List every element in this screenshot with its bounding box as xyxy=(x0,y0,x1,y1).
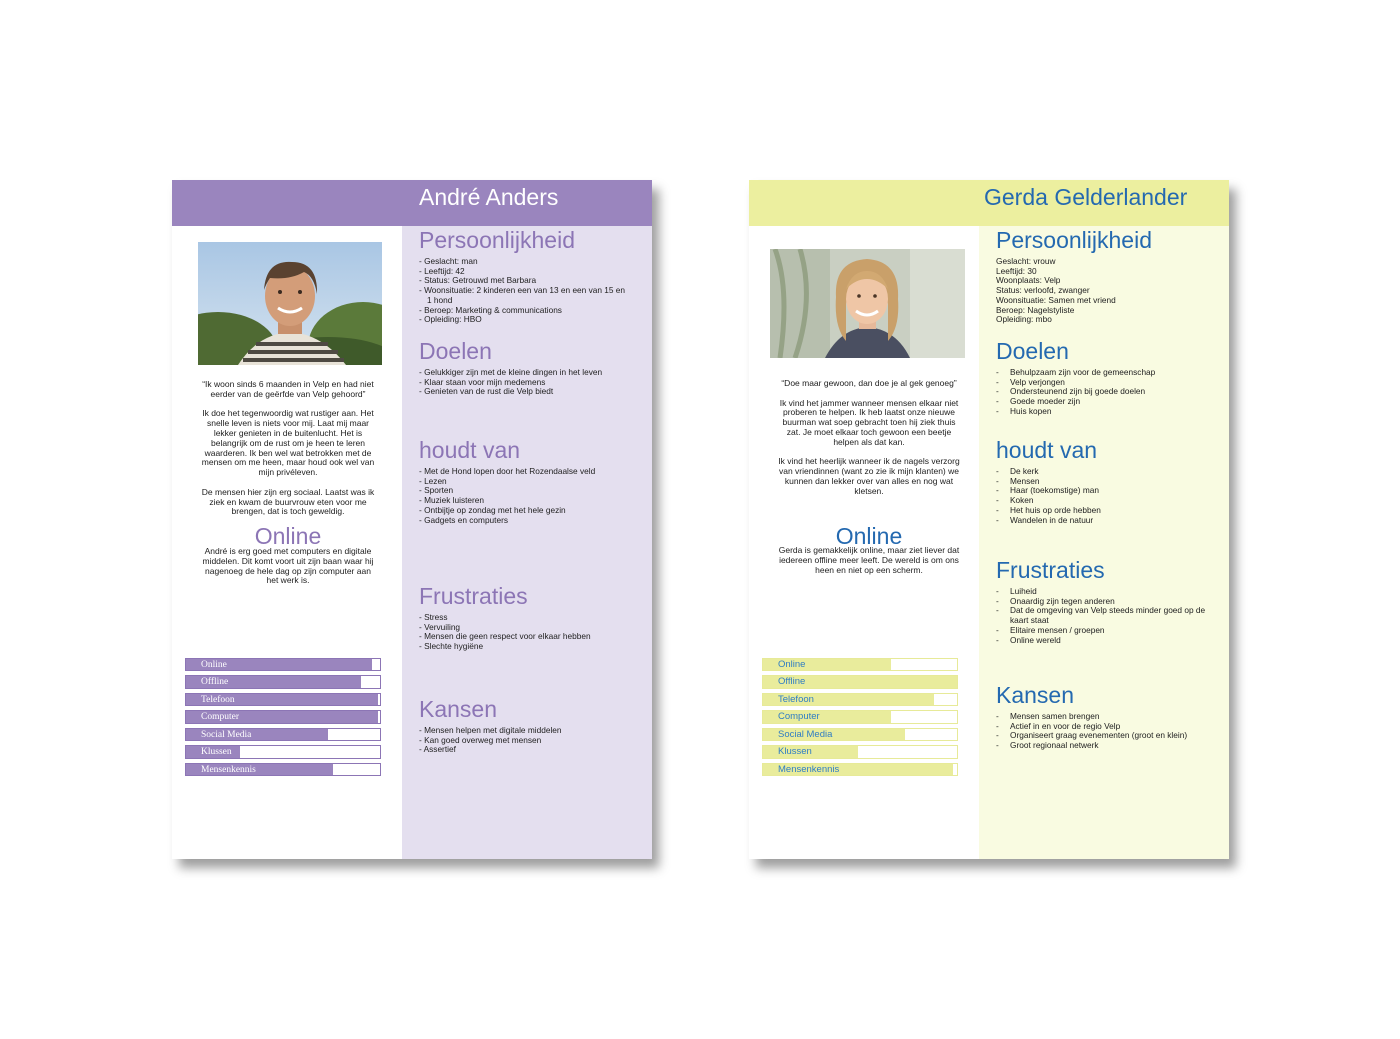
list-item: Opleiding: mbo xyxy=(996,314,1052,325)
persona-photo xyxy=(198,242,382,365)
skill-bar-label: Klussen xyxy=(778,746,812,758)
section-list xyxy=(996,257,1216,325)
persona-header xyxy=(749,180,1229,226)
section-heading: Kansen xyxy=(419,696,498,722)
skill-bar xyxy=(762,728,958,741)
persona-quote xyxy=(777,379,961,506)
skill-bar xyxy=(185,745,381,758)
list-item: - Slechte hygiëne xyxy=(419,641,484,652)
skill-bar xyxy=(185,728,381,741)
section-doelen xyxy=(996,338,1216,417)
skill-bar xyxy=(762,658,958,671)
section-list xyxy=(996,587,1218,645)
list-item: Beroep: Nagelstyliste xyxy=(996,304,1075,315)
persona-name: André Anders xyxy=(419,184,559,210)
list-item: - Muziek luisteren xyxy=(419,495,485,506)
list-item: kaart staat xyxy=(1010,615,1049,626)
section-persoonlijkheid xyxy=(419,227,629,325)
persona-name: Gerda Gelderlander xyxy=(984,184,1188,210)
list-item: - Wandelen in de natuur xyxy=(996,516,1216,526)
section-heading: Kansen xyxy=(996,682,1075,708)
skill-bar-label: Telefoon xyxy=(778,693,814,705)
section-heading: Frustraties xyxy=(419,583,528,609)
skill-bar-label: Offline xyxy=(201,677,229,688)
list-item: - Status: Getrouwd met Barbara xyxy=(419,275,537,286)
skill-bar-label: Klussen xyxy=(201,747,232,758)
list-item: - Opleiding: HBO xyxy=(419,314,482,325)
list-item: - Lezen xyxy=(419,475,447,486)
skill-bar xyxy=(762,675,958,688)
section-list xyxy=(419,613,629,652)
skill-bar-label: Computer xyxy=(201,712,239,723)
persona-quote xyxy=(198,380,378,527)
list-item: - Velp verjongen xyxy=(996,378,1216,388)
skill-bars xyxy=(185,658,381,780)
list-item: - Goede moeder zijn xyxy=(996,397,1216,407)
list-item: - Woonsituatie: 2 kinderen een van 13 en een van 15 en 1 hond xyxy=(419,285,626,305)
skill-bar-label: Computer xyxy=(778,711,820,723)
section-heading: houdt van xyxy=(996,437,1098,463)
persona-header xyxy=(172,180,652,226)
list-item: - Het huis op orde hebben xyxy=(996,506,1216,516)
persona-photo xyxy=(770,249,965,358)
list-item: - Ondersteunend zijn bij goede doelen xyxy=(996,387,1216,397)
list-item: - Ontbijtje op zondag met het hele gezin xyxy=(419,504,566,515)
list-item: - Klaar staan voor mijn medemens xyxy=(419,376,546,387)
list-item: - Mensen xyxy=(996,477,1216,487)
skill-bar-label: Social Media xyxy=(201,729,252,740)
section-list xyxy=(419,467,629,525)
skill-bar xyxy=(185,658,381,671)
section-persoonlijkheid xyxy=(996,227,1216,325)
section-frustraties xyxy=(996,557,1218,645)
online-heading: Online xyxy=(254,523,322,549)
list-item: - Organiseert graag evenementen (groot en klein) xyxy=(996,731,1218,741)
section-heading: Doelen xyxy=(996,338,1069,364)
skill-bars xyxy=(762,658,958,780)
section-heading: Persoonlijkheid xyxy=(996,227,1152,253)
skill-bar xyxy=(185,710,381,723)
list-item: - Groot regionaal netwerk xyxy=(996,741,1218,751)
quote-paragraph: Ik vind het heerlijk wanneer ik de nagels verzorg van vriendinnen (want zo zie ik mijn klanten) we kunnen dan lekker over van alles en nog wat kletsen. xyxy=(778,456,960,496)
list-item: - De kerk xyxy=(996,467,1216,477)
list-item: - Vervuiling xyxy=(419,621,461,632)
list-item: - Dat de omgeving van Velp steeds minder goed op de xyxy=(996,606,1218,616)
list-item: - Stress xyxy=(419,612,448,622)
list-item: - Gadgets en computers xyxy=(419,514,509,525)
section-list xyxy=(419,368,629,397)
online-text: André is erg goed met computers en digitale middelen. Dit komt voort uit zijn baan waar hij nagenoeg de hele dag op zijn computer aan het werk is. xyxy=(202,546,374,586)
quote-paragraph: Ik doe het tegenwoordig wat rustiger aan. Het snelle leven is niets voor mij. Laat mij maar lekker genieten in de buitenlucht. Het is belangrijk om de rust om je heen te leren waarderen. Ik ben wel wat betrokken met de mensen om me heen, maar houd ook wel van mijn privéleven. xyxy=(201,408,375,478)
skill-bar xyxy=(762,693,958,706)
quote-paragraph: De mensen hier zijn erg sociaal. Laatst was ik ziek en kwam de buurvrouw eten voor me brengen, dat is toch geweldig. xyxy=(201,486,375,517)
online-heading: Online xyxy=(835,523,903,549)
section-list xyxy=(419,726,629,755)
section-houdt-van xyxy=(996,437,1216,525)
skill-bar-label: Social Media xyxy=(778,728,833,740)
section-kansen xyxy=(419,696,629,755)
section-heading: Doelen xyxy=(419,338,492,364)
list-item: - Sporten xyxy=(419,485,454,496)
list-item: - Elitaire mensen / groepen xyxy=(996,626,1218,636)
list-item: Woonplaats: Velp xyxy=(996,275,1061,286)
skill-bar-label: Mensenkennis xyxy=(201,764,256,775)
skill-bar xyxy=(762,745,958,758)
skill-bar-label: Offline xyxy=(778,676,806,688)
list-item: - Assertief xyxy=(419,744,456,755)
skill-bar-label: Mensenkennis xyxy=(778,763,840,775)
list-item: - Actief in en voor de regio Velp xyxy=(996,722,1218,732)
list-item: - Huis kopen xyxy=(996,407,1216,417)
section-kansen xyxy=(996,682,1218,751)
skill-bar-label: Telefoon xyxy=(201,694,235,705)
list-item: Woonsituatie: Samen met vriend xyxy=(996,294,1116,305)
quote-paragraph: Ik vind het jammer wanneer mensen elkaar niet proberen te helpen. Ik heb laatst onze nieuwe buurman wat soep gebracht toen hij ziek thuis zat. Je moet elkaar toch gewoon een beetje helpen als dat kan. xyxy=(779,397,959,447)
list-item: - Genieten van de rust die Velp biedt xyxy=(419,386,554,397)
skill-bar xyxy=(762,763,958,776)
persona-sheet-andre xyxy=(172,180,652,859)
list-item: Status: verloofd, zwanger xyxy=(996,285,1090,296)
persona-sheet-gerda xyxy=(749,180,1229,859)
section-heading: Persoonlijkheid xyxy=(419,227,575,253)
skill-bar xyxy=(185,693,381,706)
skill-bar-label: Online xyxy=(778,659,806,670)
list-item: Leeftijd: 30 xyxy=(996,265,1037,276)
section-list xyxy=(996,467,1216,525)
portrait-man-image xyxy=(198,242,382,365)
list-item: - Gelukkiger zijn met de kleine dingen in het leven xyxy=(419,367,603,377)
skill-bar xyxy=(185,675,381,688)
section-list xyxy=(996,712,1218,751)
section-heading: Frustraties xyxy=(996,557,1105,583)
list-item: - Geslacht: man xyxy=(419,256,478,266)
portrait-woman-image xyxy=(770,249,965,358)
quote-headline: “Doe maar gewoon, dan doe je al gek genoeg” xyxy=(781,378,957,388)
skill-bar xyxy=(185,763,381,776)
list-item: - Mensen samen brengen xyxy=(996,712,1218,722)
skill-bar xyxy=(762,710,958,723)
list-item: - Behulpzaam zijn voor de gemeenschap xyxy=(996,368,1216,378)
section-list xyxy=(996,368,1216,417)
list-item: - Kan goed overweg met mensen xyxy=(419,734,542,745)
skill-bar-label: Online xyxy=(201,660,227,670)
online-text: Gerda is gemakkelijk online, maar ziet liever dat iedereen offline meer leeft. De wereld is om ons heen en niet op een scherm. xyxy=(778,545,960,575)
section-frustraties xyxy=(419,583,629,652)
list-item: - Koken xyxy=(996,496,1216,506)
list-item: - Online wereld xyxy=(996,636,1218,646)
list-item: Geslacht: vrouw xyxy=(996,256,1056,266)
list-item: - Leeftijd: 42 xyxy=(419,265,465,276)
section-houdt-van xyxy=(419,437,629,525)
list-item: - Mensen die geen respect voor elkaar hebben xyxy=(419,631,591,642)
list-item: - Met de Hond lopen door het Rozendaalse veld xyxy=(419,466,596,476)
list-item: - Haar (toekomstige) man xyxy=(996,486,1216,496)
list-item: - Onaardig zijn tegen anderen xyxy=(996,597,1218,607)
list-item: - Luiheid xyxy=(996,587,1218,597)
list-item: - Mensen helpen met digitale middelen xyxy=(419,725,562,735)
section-doelen xyxy=(419,338,629,397)
section-list xyxy=(419,257,629,325)
list-item: - Beroep: Marketing & communications xyxy=(419,304,562,315)
section-heading: houdt van xyxy=(419,437,521,463)
quote-headline: “Ik woon sinds 6 maanden in Velp en had niet eerder van de geërfde van Velp gehoord” xyxy=(202,379,374,399)
